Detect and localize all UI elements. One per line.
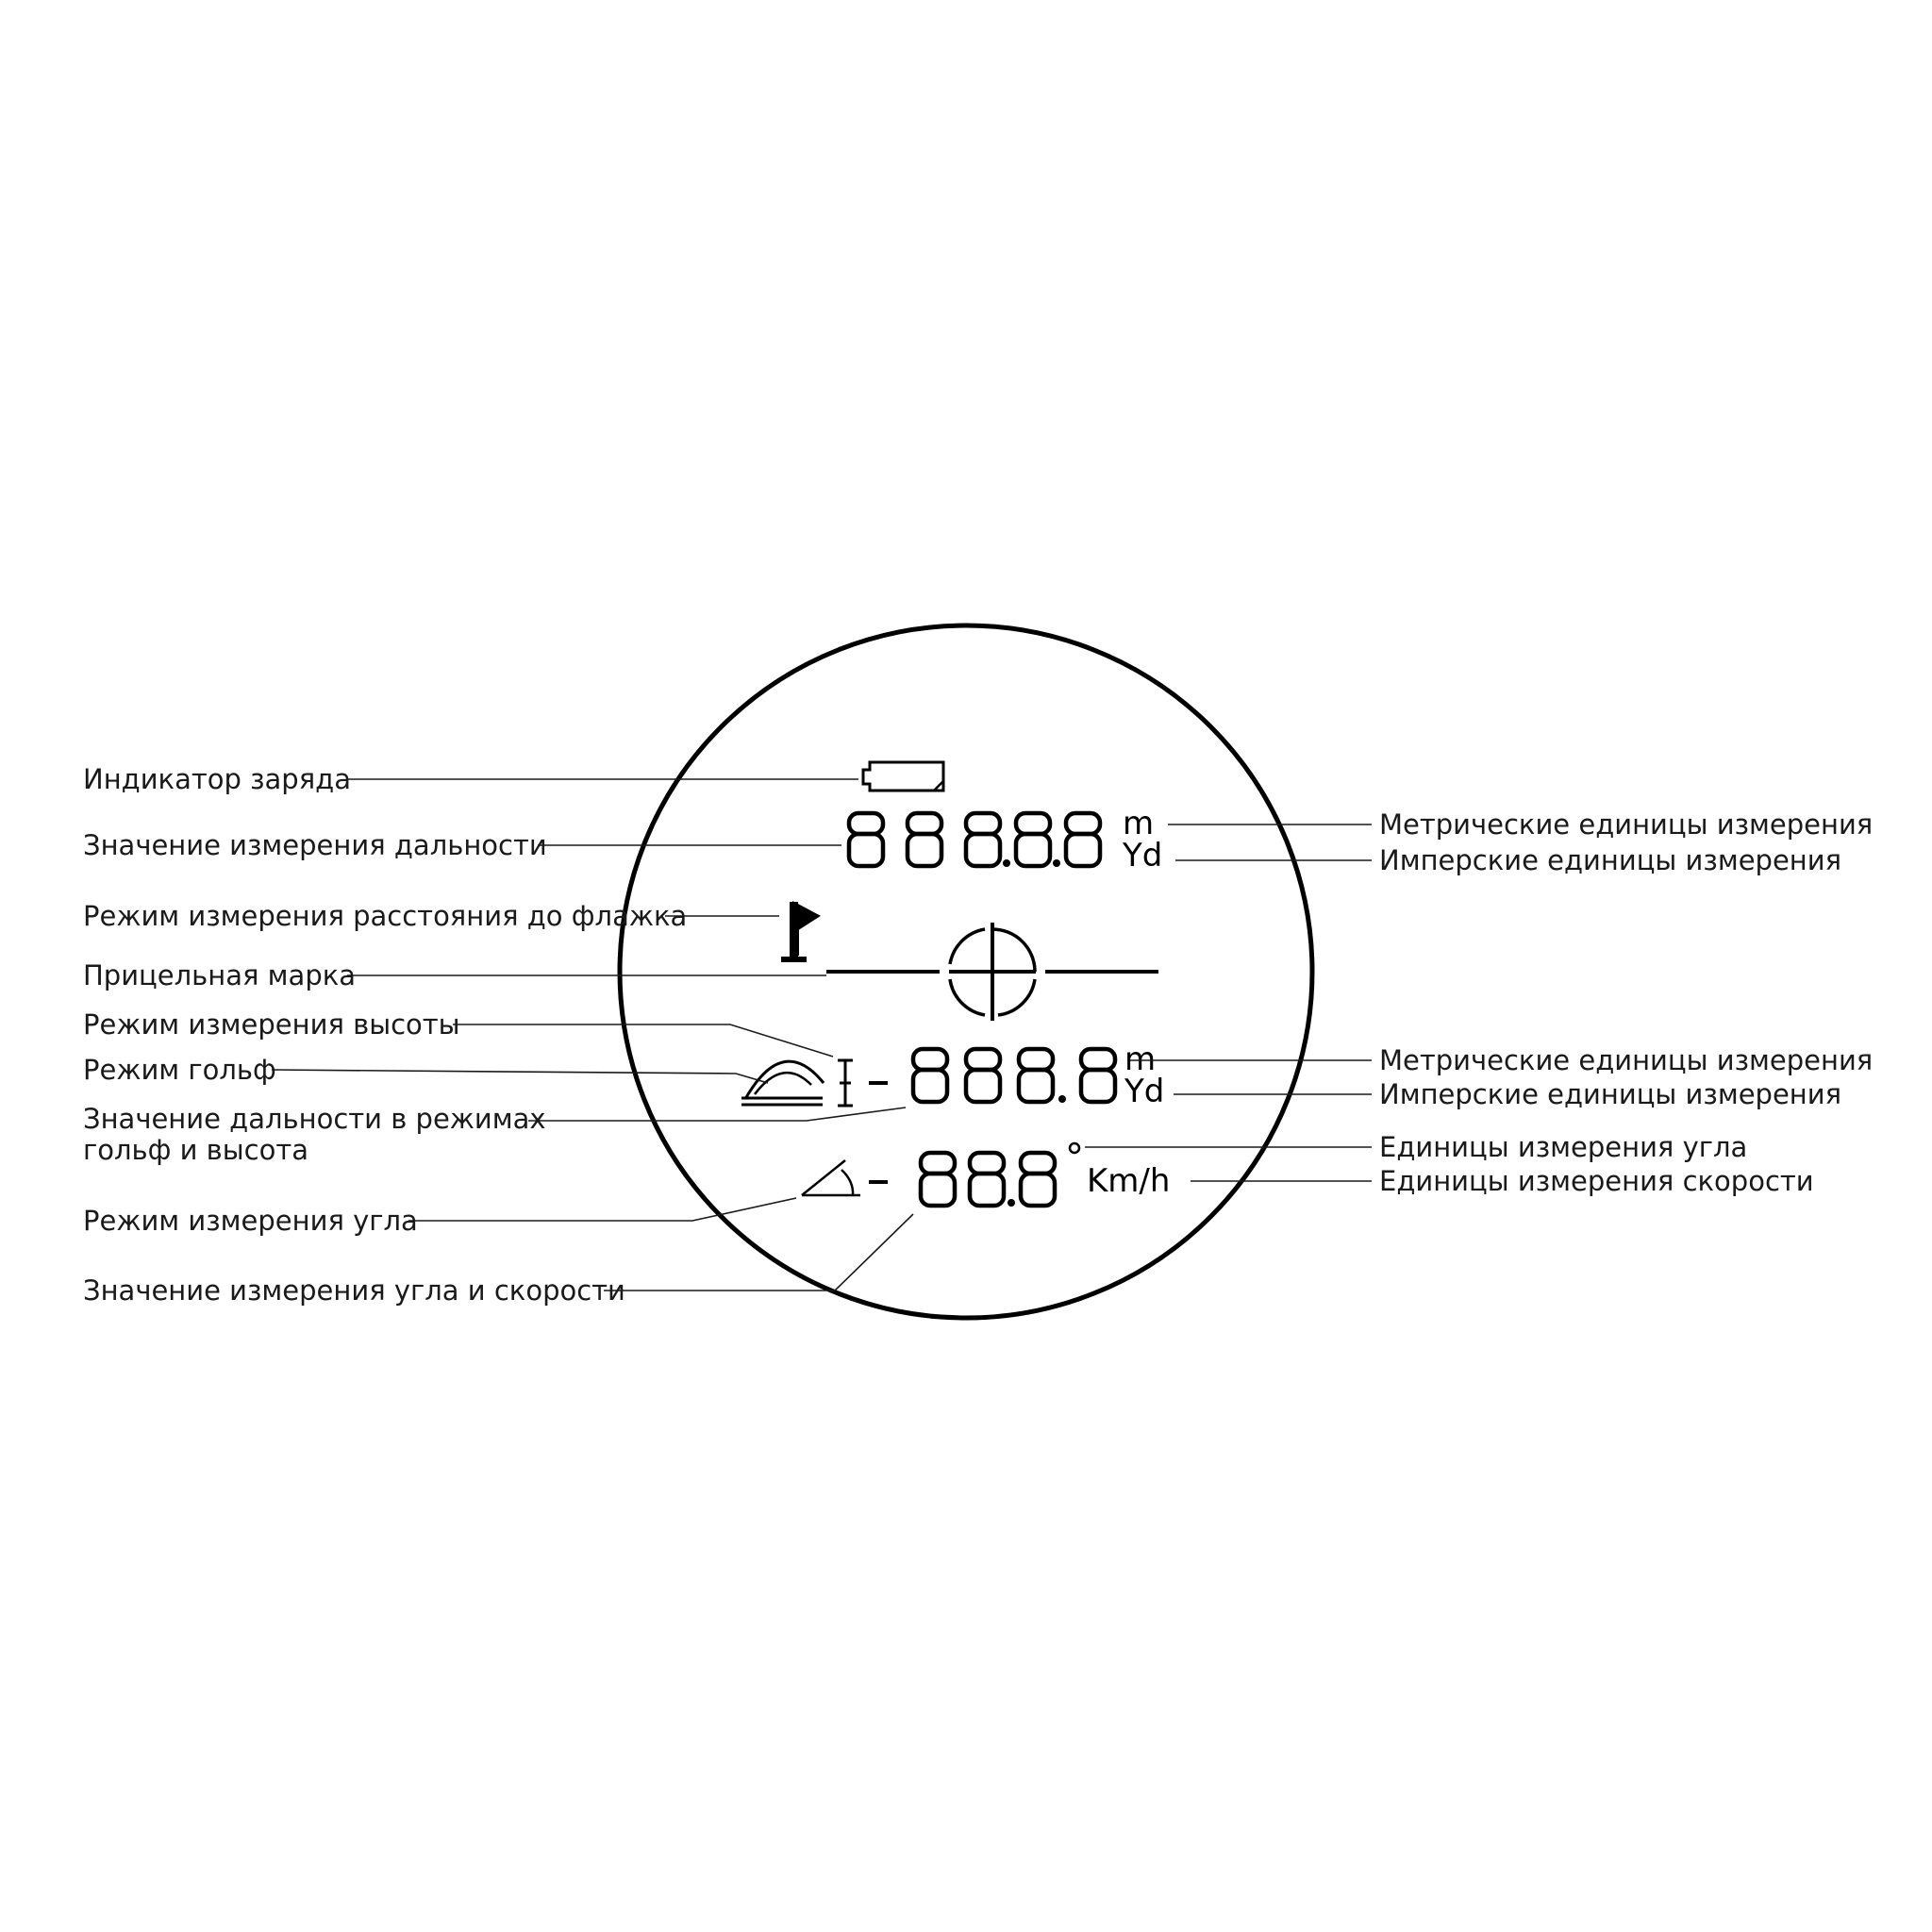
degree-icon	[1070, 1143, 1079, 1153]
label-golf-height-value-2: гольф и высота	[83, 1134, 309, 1166]
label-battery: Индикатор заряда	[83, 763, 351, 795]
angle-icon	[802, 1160, 860, 1195]
mid-distance-readout	[869, 1049, 1115, 1103]
crosshair-icon	[826, 923, 1158, 1021]
flag-icon	[781, 902, 819, 962]
label-speed-units: Единицы измерения скорости	[1379, 1165, 1814, 1197]
label-height-mode: Режим измерения высоты	[83, 1008, 460, 1041]
label-imperial-units-top: Имперские единицы измерения	[1379, 844, 1842, 876]
height-icon	[838, 1060, 853, 1106]
top-distance-readout	[849, 813, 1100, 867]
label-golf-height-value-1: Значение дальности в режимах	[83, 1103, 546, 1135]
label-flag-mode: Режим измерения расстояния до флажка	[83, 900, 688, 932]
label-golf-mode: Режим гольф	[83, 1054, 276, 1086]
unit-yd-mid: Yd	[1124, 1073, 1165, 1110]
label-angle-mode: Режим измерения угла	[83, 1205, 418, 1237]
unit-speed: Km/h	[1087, 1162, 1171, 1200]
label-distance-value: Значение измерения дальности	[83, 829, 547, 861]
unit-yd-top: Yd	[1123, 837, 1163, 874]
golf-arc-icon	[741, 1061, 824, 1105]
label-angle-units: Единицы измерения угла	[1379, 1131, 1748, 1163]
label-reticle: Прицельная марка	[83, 959, 357, 991]
unit-m-mid: m	[1124, 1041, 1157, 1078]
battery-icon	[863, 762, 943, 791]
angle-speed-readout	[869, 1153, 1055, 1207]
label-metric-units-mid: Метрические единицы измерения	[1379, 1044, 1874, 1076]
unit-m-top: m	[1123, 805, 1155, 842]
label-metric-units-top: Метрические единицы измерения	[1379, 808, 1874, 841]
label-angle-speed-value: Значение измерения угла и скорости	[83, 1274, 625, 1307]
label-imperial-units-mid: Имперские единицы измерения	[1379, 1078, 1842, 1110]
